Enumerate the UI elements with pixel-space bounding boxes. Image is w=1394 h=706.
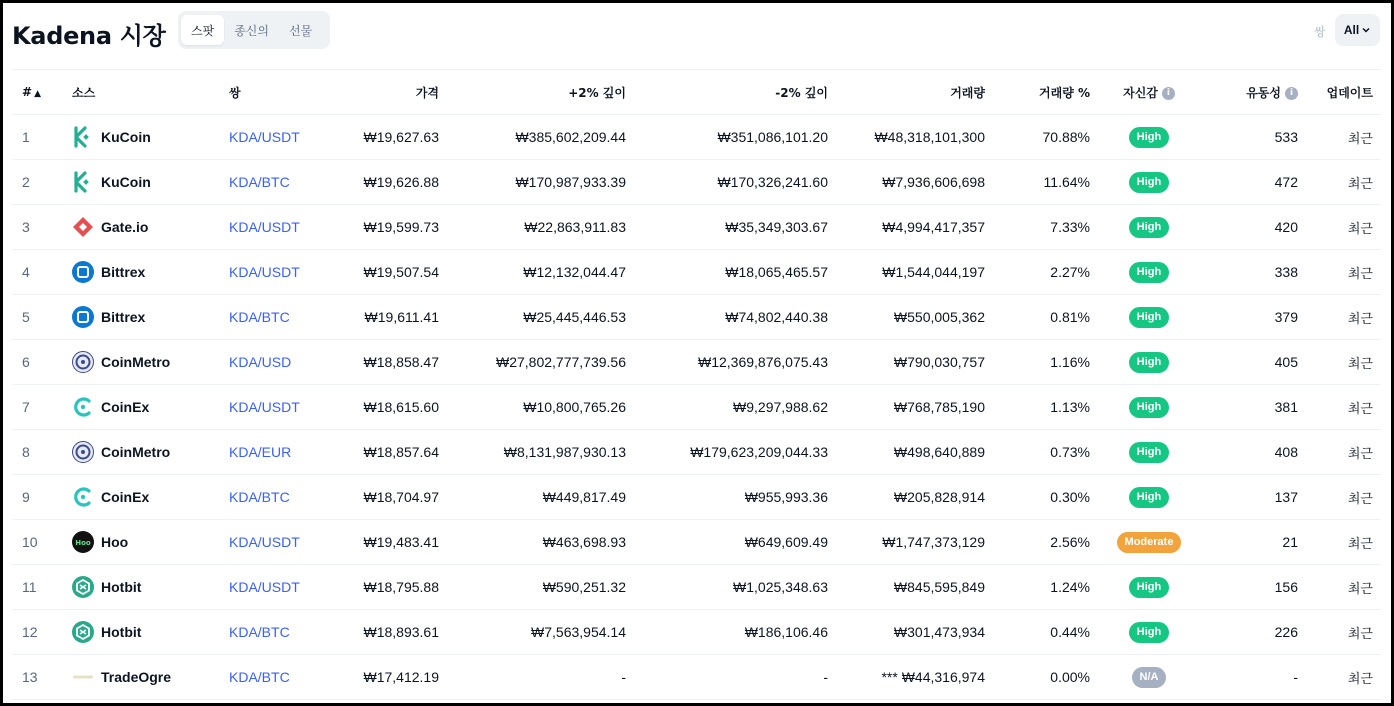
row-updated: 최근	[1347, 581, 1373, 597]
pair-link[interactable]: KDA/USDT	[229, 579, 300, 595]
row-price: ₩18,858.47	[363, 354, 439, 370]
pair-link[interactable]: KDA/USDT	[229, 219, 300, 235]
exchange-name: Gate.io	[101, 219, 149, 235]
row-depth-minus: ₩9,297,988.62	[733, 399, 828, 415]
row-volume-pct: 11.64%	[1043, 174, 1090, 190]
row-confidence	[1098, 115, 1200, 160]
row-liquidity: 472	[1274, 174, 1298, 190]
row-liquidity: 381	[1274, 399, 1298, 415]
col-volume-pct[interactable]: 거래량 %	[1039, 85, 1090, 100]
row-volume: ₩48,318,101,300	[874, 129, 985, 145]
row-depth-plus: ₩25,445,446.53	[523, 309, 626, 325]
col-updated[interactable]: 업데이트	[1326, 85, 1373, 100]
page-title: Kadena 시장	[12, 22, 166, 50]
markets-header	[3, 3, 1391, 69]
confidence-badge: High	[1129, 172, 1169, 193]
row-rank: 8	[22, 444, 30, 460]
pair-link[interactable]: KDA/USDT	[229, 264, 300, 280]
row-price: ₩19,627.63	[363, 129, 439, 145]
row-price: ₩18,795.88	[363, 579, 439, 595]
pair-link[interactable]: KDA/BTC	[229, 669, 290, 685]
row-depth-minus: ₩186,106.46	[744, 624, 828, 640]
exchange-name: Hotbit	[101, 624, 142, 640]
row-pair[interactable]	[221, 250, 321, 295]
row-confidence	[1098, 430, 1200, 475]
row-source[interactable]	[64, 250, 221, 295]
row-price: ₩18,704.97	[363, 489, 439, 505]
pair-link[interactable]: KDA/BTC	[229, 624, 290, 640]
row-updated: 최근	[1347, 266, 1373, 282]
row-volume: ₩1,747,373,129	[882, 534, 985, 550]
exchange-name: Bittrex	[101, 309, 146, 325]
pair-filter-value: All	[1343, 23, 1360, 37]
confidence-badge: High	[1129, 577, 1169, 598]
row-confidence	[1098, 160, 1200, 205]
row-confidence	[1098, 205, 1200, 250]
row-depth-minus: ₩649,609.49	[744, 534, 828, 550]
row-volume-pct: 7.33%	[1050, 219, 1090, 235]
row-depth-minus: ₩35,349,303.67	[725, 219, 828, 235]
table-header-row	[12, 70, 1381, 115]
row-liquidity: 405	[1274, 354, 1298, 370]
exchange-name: CoinEx	[101, 399, 150, 415]
row-pair[interactable]	[221, 475, 321, 520]
row-source[interactable]	[64, 565, 221, 610]
kucoin-icon	[72, 126, 94, 148]
pair-link[interactable]: KDA/USDT	[229, 129, 300, 145]
bittrex-icon	[72, 306, 94, 328]
table-row[interactable]	[12, 430, 1381, 475]
col-pair[interactable]: 쌍	[229, 85, 241, 100]
row-pair[interactable]	[221, 115, 321, 160]
row-price: ₩19,483.41	[363, 534, 439, 550]
row-volume-pct: 0.30%	[1050, 489, 1090, 505]
info-icon[interactable]: i	[1162, 87, 1175, 100]
row-liquidity: 137	[1274, 489, 1298, 505]
confidence-badge: High	[1129, 262, 1169, 283]
coinex-icon	[72, 396, 94, 418]
row-updated: 최근	[1347, 401, 1373, 417]
table-row[interactable]	[12, 475, 1381, 520]
table-row[interactable]	[12, 295, 1381, 340]
row-volume: ₩498,640,889	[893, 444, 985, 460]
row-price: ₩18,615.60	[363, 399, 439, 415]
row-confidence	[1098, 340, 1200, 385]
row-pair[interactable]	[221, 295, 321, 340]
confidence-badge: High	[1129, 622, 1169, 643]
row-price: ₩19,626.88	[363, 174, 439, 190]
tab-futures[interactable]: 선물	[288, 23, 313, 38]
row-rank: 10	[22, 534, 38, 550]
confidence-badge: Moderate	[1117, 532, 1182, 553]
row-confidence	[1098, 520, 1200, 565]
row-rank: 11	[22, 579, 37, 595]
chevron-down-icon	[1361, 25, 1371, 35]
confidence-badge: High	[1129, 442, 1169, 463]
market-type-tabs	[178, 11, 330, 49]
col-source[interactable]: 소스	[72, 85, 96, 100]
table-row[interactable]	[12, 385, 1381, 430]
row-liquidity: 21	[1282, 534, 1298, 550]
pair-link[interactable]: KDA/BTC	[229, 174, 290, 190]
row-volume: ₩845,595,849	[893, 579, 985, 595]
row-liquidity: 408	[1274, 444, 1298, 460]
exchange-name: CoinMetro	[101, 354, 171, 370]
exchange-name: KuCoin	[101, 129, 151, 145]
confidence-badge: High	[1129, 397, 1169, 418]
row-pair[interactable]	[221, 655, 321, 700]
row-rank: 4	[22, 264, 30, 280]
row-depth-plus: ₩590,251.32	[542, 579, 626, 595]
row-pair[interactable]	[221, 160, 321, 205]
row-liquidity: 533	[1274, 129, 1298, 145]
row-depth-plus: ₩7,563,954.14	[531, 624, 626, 640]
row-liquidity: 156	[1274, 579, 1298, 595]
row-volume-pct: 2.56%	[1050, 534, 1090, 550]
row-depth-plus: ₩22,863,911.83	[524, 219, 626, 235]
pair-link[interactable]: KDA/USDT	[229, 534, 300, 550]
row-volume: ₩768,785,190	[893, 399, 985, 415]
row-depth-minus: ₩170,326,241.60	[717, 174, 828, 190]
row-pair[interactable]	[221, 385, 321, 430]
markets-table	[12, 69, 1381, 700]
row-depth-minus: -	[823, 669, 828, 685]
markets-table-container	[12, 69, 1381, 700]
row-source[interactable]	[64, 655, 221, 700]
row-depth-minus: ₩1,025,348.63	[733, 579, 828, 595]
table-row[interactable]	[12, 655, 1381, 700]
confidence-badge: High	[1129, 307, 1169, 328]
row-pair[interactable]	[221, 610, 321, 655]
row-confidence	[1098, 250, 1200, 295]
row-depth-minus: ₩179,623,209,044.33	[690, 444, 828, 460]
pair-link[interactable]: KDA/USDT	[229, 399, 300, 415]
row-price: ₩17,412.19	[363, 669, 439, 685]
row-depth-plus: ₩12,132,044.47	[523, 264, 626, 280]
tab-perpetual[interactable]: 종신의	[234, 23, 269, 38]
row-depth-plus: ₩170,987,933.39	[515, 174, 626, 190]
row-price: ₩18,857.64	[363, 444, 439, 460]
row-liquidity: 226	[1274, 624, 1298, 640]
row-volume: ₩205,828,914	[893, 489, 985, 505]
pair-link[interactable]: KDA/BTC	[229, 489, 290, 505]
row-volume-pct: 70.88%	[1042, 129, 1090, 145]
exchange-name: Bittrex	[101, 264, 146, 280]
row-confidence	[1098, 475, 1200, 520]
row-confidence	[1098, 295, 1200, 340]
row-updated: 최근	[1347, 671, 1373, 687]
tradeogre-icon	[72, 666, 94, 688]
row-volume-pct: 0.73%	[1050, 444, 1090, 460]
row-depth-plus: ₩10,800,765.26	[523, 399, 626, 415]
exchange-name: TradeOgre	[101, 669, 172, 685]
confidence-badge: N/A	[1132, 667, 1167, 688]
tab-spot[interactable]: 스팟	[181, 15, 224, 45]
col-rank[interactable]: # ▲	[22, 85, 41, 99]
row-updated: 최근	[1347, 176, 1373, 192]
row-price: ₩18,893.61	[363, 624, 439, 640]
pair-link[interactable]: KDA/BTC	[229, 309, 290, 325]
row-volume: ₩790,030,757	[893, 354, 985, 370]
row-depth-plus: ₩27,802,777,739.56	[496, 354, 626, 370]
row-liquidity: 379	[1274, 309, 1298, 325]
table-row[interactable]	[12, 340, 1381, 385]
row-rank: 1	[22, 129, 30, 145]
row-volume-pct: 0.44%	[1050, 624, 1090, 640]
exchange-name: Hotbit	[101, 579, 142, 595]
row-updated: 최근	[1347, 446, 1373, 462]
row-rank: 13	[22, 669, 38, 685]
row-updated: 최근	[1347, 356, 1373, 372]
col-volume[interactable]: 거래량	[950, 85, 985, 100]
row-rank: 6	[22, 354, 30, 370]
coinex-icon	[72, 486, 94, 508]
row-rank: 9	[22, 489, 30, 505]
row-depth-plus: ₩8,131,987,930.13	[503, 444, 626, 460]
row-volume-pct: 0.81%	[1050, 309, 1090, 325]
row-price: ₩19,599.73	[363, 219, 439, 235]
row-volume-pct: 2.27%	[1050, 264, 1090, 280]
row-volume: ₩4,994,417,357	[882, 219, 985, 235]
row-rank: 5	[22, 309, 30, 325]
row-updated: 최근	[1347, 491, 1373, 507]
row-pair[interactable]	[221, 430, 321, 475]
row-source[interactable]	[64, 610, 221, 655]
col-depth-minus[interactable]: -2% 깊이	[775, 85, 828, 100]
hotbit-icon	[72, 621, 94, 643]
col-confidence[interactable]: 자신감 i	[1098, 70, 1200, 115]
row-volume: ₩1,544,044,197	[882, 264, 985, 280]
col-price[interactable]: 가격	[415, 85, 439, 100]
gateio-icon	[72, 216, 94, 238]
confidence-badge: High	[1129, 352, 1169, 373]
coinmetro-icon	[72, 351, 94, 373]
hoo-icon	[72, 531, 94, 553]
table-row[interactable]	[12, 160, 1381, 205]
row-confidence	[1098, 385, 1200, 430]
row-source[interactable]	[64, 295, 221, 340]
row-depth-minus: ₩74,802,440.38	[725, 309, 828, 325]
row-volume: ₩7,936,606,698	[882, 174, 985, 190]
row-depth-minus: ₩12,369,876,075.43	[698, 354, 828, 370]
pair-filter-label: 쌍	[1314, 25, 1326, 39]
row-volume-pct: 1.16%	[1050, 354, 1090, 370]
row-updated: 최근	[1347, 626, 1373, 642]
pair-link[interactable]: KDA/EUR	[229, 444, 292, 460]
row-source[interactable]	[64, 385, 221, 430]
table-row[interactable]	[12, 205, 1381, 250]
table-row[interactable]	[12, 565, 1381, 610]
pair-link[interactable]: KDA/USD	[229, 354, 292, 370]
row-pair[interactable]	[221, 340, 321, 385]
row-updated: 최근	[1347, 221, 1373, 237]
row-pair[interactable]	[221, 520, 321, 565]
row-confidence	[1098, 565, 1200, 610]
sort-up-icon: ▲	[34, 89, 41, 99]
row-updated: 최근	[1347, 131, 1373, 147]
kucoin-icon	[72, 171, 94, 193]
row-source[interactable]	[64, 205, 221, 250]
row-depth-plus: -	[621, 669, 626, 685]
row-source[interactable]	[64, 115, 221, 160]
row-source[interactable]	[64, 160, 221, 205]
row-rank: 7	[22, 399, 30, 415]
row-depth-minus: ₩18,065,465.57	[725, 264, 828, 280]
row-price: ₩19,611.41	[364, 309, 439, 325]
table-row[interactable]	[12, 520, 1381, 565]
info-icon[interactable]: i	[1285, 87, 1298, 100]
row-confidence	[1098, 655, 1200, 700]
row-price: ₩19,507.54	[363, 264, 439, 280]
svg-text:Hoo: Hoo	[75, 539, 91, 547]
table-row[interactable]	[12, 115, 1381, 160]
row-source[interactable]	[64, 475, 221, 520]
col-depth-plus[interactable]: +2% 깊이	[568, 85, 626, 100]
row-updated: 최근	[1347, 536, 1373, 552]
row-source[interactable]	[64, 520, 221, 565]
bittrex-icon	[72, 261, 94, 283]
col-liquidity[interactable]: 유동성 i	[1200, 70, 1306, 115]
coinmetro-icon	[72, 441, 94, 463]
row-updated: 최근	[1347, 311, 1373, 327]
row-volume: *** ₩44,316,974	[881, 669, 985, 685]
row-depth-plus: ₩449,817.49	[542, 489, 626, 505]
row-rank: 3	[22, 219, 30, 235]
row-depth-minus: ₩351,086,101.20	[717, 129, 828, 145]
confidence-badge: High	[1129, 487, 1169, 508]
exchange-name: CoinMetro	[101, 444, 171, 460]
row-liquidity: 338	[1274, 264, 1298, 280]
row-rank: 12	[22, 624, 38, 640]
confidence-badge: High	[1129, 127, 1169, 148]
row-source[interactable]	[64, 340, 221, 385]
exchange-name: CoinEx	[101, 489, 150, 505]
row-source[interactable]	[64, 430, 221, 475]
row-volume: ₩301,473,934	[893, 624, 985, 640]
row-confidence	[1098, 610, 1200, 655]
row-volume-pct: 1.13%	[1050, 399, 1090, 415]
row-liquidity: -	[1293, 669, 1298, 685]
row-pair[interactable]	[221, 565, 321, 610]
table-row[interactable]	[12, 250, 1381, 295]
row-volume-pct: 0.00%	[1050, 669, 1090, 685]
hotbit-icon	[72, 576, 94, 598]
row-pair[interactable]	[221, 205, 321, 250]
row-liquidity: 420	[1274, 219, 1298, 235]
row-depth-plus: ₩463,698.93	[542, 534, 626, 550]
row-depth-minus: ₩955,993.36	[744, 489, 828, 505]
row-rank: 2	[22, 174, 30, 190]
markets-panel	[3, 3, 1391, 703]
pair-filter-dropdown[interactable]	[1335, 14, 1380, 46]
confidence-badge: High	[1129, 217, 1169, 238]
exchange-name: Hoo	[101, 534, 129, 550]
table-row[interactable]	[12, 610, 1381, 655]
exchange-name: KuCoin	[101, 174, 151, 190]
row-volume-pct: 1.24%	[1050, 579, 1090, 595]
row-volume: ₩550,005,362	[893, 309, 985, 325]
row-depth-plus: ₩385,602,209.44	[515, 129, 626, 145]
